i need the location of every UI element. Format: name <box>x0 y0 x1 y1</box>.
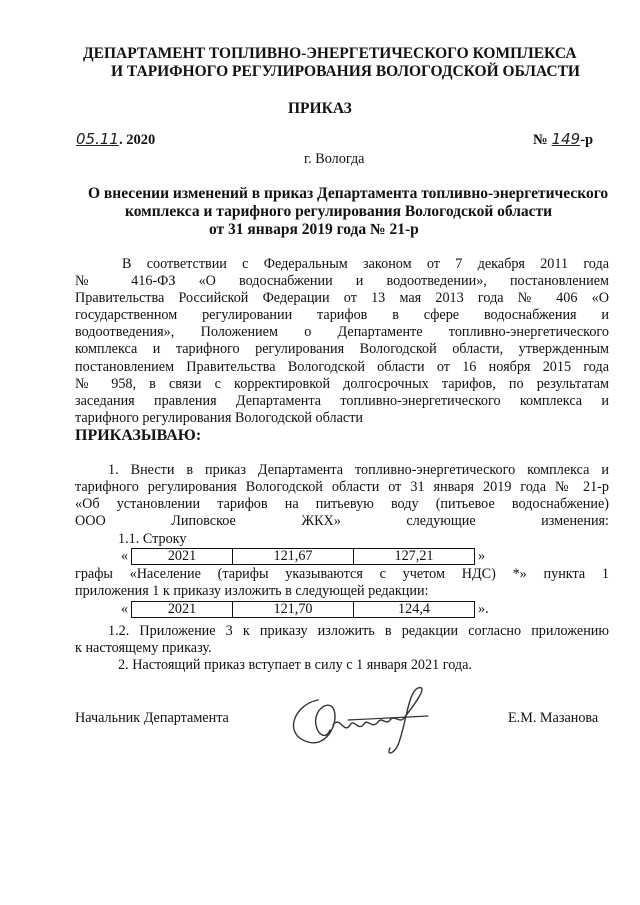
title-line-2: комплекса и тарифного регулирования Вологодской области <box>125 203 553 220</box>
handwritten-number: 149 <box>551 130 581 148</box>
item-1-2-line: 1.2. Приложение 3 к приказу изложить в редакции согласно приложению <box>108 623 609 639</box>
preamble-line: водоотведения», Положением о Департаменте топливно-энергетического <box>75 324 609 341</box>
preamble-line: № 416-ФЗ «О водоснабжении и водоотведении», постановлением <box>75 273 609 290</box>
signature-scribble <box>278 680 448 760</box>
handwritten-date: 05.11 <box>76 130 119 148</box>
item-2: 2. Настоящий приказ вступает в силу с 1 января 2021 года. <box>118 657 472 673</box>
number-suffix: -р <box>580 132 594 148</box>
graph-line: графы «Население (тарифы указываются с учетом НДС) *» пункта 1 <box>75 566 609 582</box>
old-row-value-1: 121,67 <box>233 549 354 565</box>
item-1-2 <box>75 623 609 657</box>
signature-name: Е.М. Мазанова <box>508 710 599 726</box>
title-line-3: от 31 января 2019 года № 21-р <box>209 221 419 238</box>
old-row-year: 2021 <box>132 549 233 565</box>
order-number <box>533 130 593 149</box>
new-row-table <box>131 601 475 618</box>
title-line-1: О внесении изменений в приказ Департамента топливно-энергетического <box>88 185 609 202</box>
header-line-2: И ТАРИФНОГО РЕГУЛИРОВАНИЯ ВОЛОГОДСКОЙ ОБЛАСТИ <box>111 63 580 80</box>
preamble-line: государственном регулировании тарифов в сфере водоснабжения и <box>75 307 609 324</box>
old-row-value-2: 127,21 <box>354 549 475 565</box>
preamble-line: комплекса и тарифного регулирования Вологодской области, утвержденным <box>75 341 609 358</box>
item-1-line: ООО Липовское ЖКХ» следующие изменения: <box>75 513 609 530</box>
old-row-close-quote: » <box>478 548 486 564</box>
doc-type: ПРИКАЗ <box>288 100 352 117</box>
item-1-line: тарифного регулирования Вологодской области от 31 января 2019 года № 21-р <box>75 479 609 496</box>
preamble <box>75 256 609 427</box>
graph-line: приложения 1 к приказу изложить в следующей редакции: <box>75 583 429 600</box>
item-1-line: 1. Внести в приказ Департамента топливно-энергетического комплекса и <box>108 462 609 478</box>
date-year: . 2020 <box>118 132 156 148</box>
order-date <box>76 130 155 149</box>
item-1-1-label: 1.1. Строку <box>118 531 187 547</box>
signature-position: Начальник Департамента <box>75 710 229 726</box>
table-row <box>132 549 475 565</box>
preamble-line: В соответствии с Федеральным законом от 7 декабря 2011 года <box>122 256 609 272</box>
item-1-2-line: к настоящему приказу. <box>75 640 212 657</box>
order-word: ПРИКАЗЫВАЮ: <box>75 427 202 444</box>
preamble-line: № 958, в связи с корректировкой долгосрочных тарифов, по результатам <box>75 375 609 392</box>
item-1 <box>75 462 609 530</box>
old-row-table <box>131 548 475 565</box>
new-row-close-quote: ». <box>478 601 489 617</box>
preamble-line: Правительства Российской Федерации от 13 мая 2013 года № 406 «О <box>75 290 609 307</box>
old-row-open-quote: « <box>121 548 129 564</box>
new-row-open-quote: « <box>121 601 129 617</box>
header-line-1: ДЕПАРТАМЕНТ ТОПЛИВНО-ЭНЕРГЕТИЧЕСКОГО КОМПЛЕКСА <box>83 45 577 62</box>
preamble-line: постановлением Правительства Вологодской области от 16 ноября 2015 года <box>75 358 609 375</box>
graph-text <box>75 566 609 600</box>
new-row-value-1: 121,70 <box>233 602 354 618</box>
city: г. Вологда <box>304 151 365 167</box>
number-prefix: № <box>533 132 548 148</box>
table-row <box>132 602 475 618</box>
preamble-line: заседания правления Департамента топливно-энергетического комплекса и <box>75 392 609 409</box>
new-row-year: 2021 <box>132 602 233 618</box>
item-1-line: «Об установлении тарифов на питьевую воду (питьевое водоснабжение) <box>75 496 609 513</box>
new-row-value-2: 124,4 <box>354 602 475 618</box>
preamble-line: тарифного регулирования Вологодской области <box>75 409 363 426</box>
